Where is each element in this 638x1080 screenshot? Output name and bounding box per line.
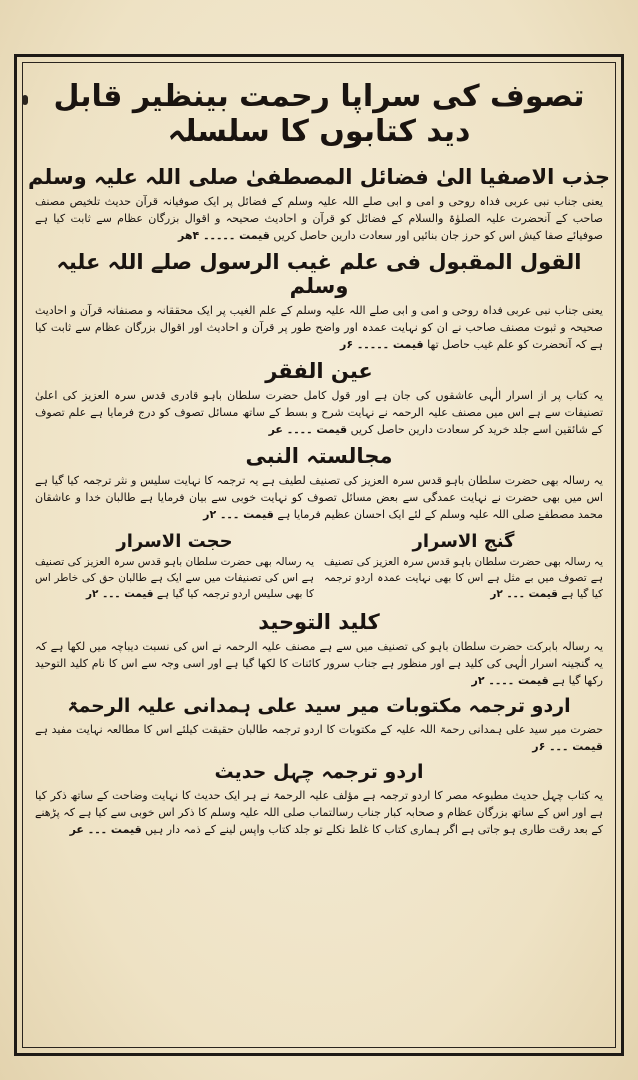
book-description-text: یہ رسالہ بھی حضرت سلطان باہو قدس سرہ العزیز کی تصنیف ہے تصوف میں بے مثل ہے اس کا بھی نہایت عمدہ اردو ترجمہ کیا گیا ہے (324, 556, 603, 600)
book-description (35, 638, 603, 689)
book-price: قیمت ۔۔۔۔ عر (268, 423, 348, 436)
main-title: تصوف کی سراپا رحمت بینظیر قابل دید کتابوں کا سلسلہ (53, 79, 585, 149)
book-description-text: یہ رسالہ بھی حضرت سلطان باہو قدس سرہ العزیز کی تصنیف ہے اس کی تصنیفات میں سے ایک ہے طالبان حق کی خاطر اس کا بھی سلیس اردو ترجمہ کیا گیا ہے (35, 556, 314, 600)
advertisement-content (27, 65, 611, 1045)
book-title: اردو ترجمہ مکتوبات میر سید علی ہمدانی علیہ الرحمۃ (67, 695, 571, 717)
book-entry (27, 761, 611, 838)
book-description (35, 721, 603, 755)
book-entry (35, 529, 314, 604)
book-title: مجالستہ النبی (245, 444, 393, 468)
book-entry (27, 695, 611, 755)
book-title: گنج الاسرار (412, 531, 515, 552)
book-description (35, 787, 603, 838)
book-entry (324, 529, 603, 604)
book-description-text: یعنی جناب نبی عربی فداہ روحی و امی و ابی صلے اللہ علیہ وسلم کے علم الغیب پر ایک محققانہ و مصنفانہ قرآن و احادیث صحیحہ و ثبوت مصنف صاحب نے ان کو نہایت عمدہ اور واضح طور پر قرآن و احادیث اور اقوال بزرگان عظام سے ثابت کیا ہے کہ آنحضرت کو علم غیب حاصل تھا (35, 304, 603, 351)
book-description-text: یہ رسالہ بھی حضرت سلطان باہو قدس سرہ العزیز کی تصنیف لطیف ہے یہ ترجمہ کا نہایت سلیس و نثر ترجمہ کیا گیا ہے اس میں بھی حضرت نے نہایت عمدگی سے بعض مسائل تصوف کو نہایت خوبی سے بیان فرمایا ہے طالبان خدا و عاشقان محمد مصطفےٰ صلی اللہ علیہ وسلم کے لئے ایک احسان عظیم فرمایا ہے (35, 474, 603, 521)
book-description (324, 554, 603, 602)
book-title: اردو ترجمہ چہل حدیث (214, 761, 424, 783)
book-entry (27, 359, 611, 438)
book-price: قیمت ۔۔۔ ۶ر (532, 740, 603, 753)
book-description-text: یہ کتاب پر از اسرار الٰہی عاشقوں کی جان ہے اور قول کامل حضرت سلطان باہو قادری قدس سرہ العزیز کی اعلیٰ تصنیفات سے ہے اس میں مصنف علیہ الرحمہ نے نہایت شرح و بسط کے ساتھ مسائل تصوف کو درج فرمایا ہے علم تصوف کے شائقین اسے جلد خرید کر سعادت دارین حاصل کریں (35, 389, 603, 436)
book-price: قیمت ۔۔۔ ۲ر (203, 508, 274, 521)
book-description-text: یہ کتاب چہل حدیث مطبوعہ مصر کا اردو ترجمہ ہے مؤلف علیہ الرحمۃ نے ہر ایک حدیث کا نہایت وضاحت کے ساتھ ذکر کیا ہے اور اس کے ساتھ بزرگان عظام و صحابہ کبار جناب رسالتماب صلی اللہ علیہ وسلم کا ذکر اس خوبی سے کیا ہے کہ پڑھنے کے بعد رقت طاری ہو جاتی ہے اگر ہماری کتاب کا غلط نکلے تو جلد کتاب واپس لینے کے ذمہ دار ہیں (35, 789, 603, 836)
book-price: قیمت ۔۔۔۔۔ ۶ر (339, 338, 424, 351)
book-price: قیمت ۔۔۔ ۲ر (490, 588, 558, 600)
book-entry (27, 610, 611, 689)
book-description (35, 302, 603, 353)
book-description (35, 387, 603, 438)
book-title: عین الفقر (265, 359, 373, 383)
book-entry (27, 165, 611, 244)
book-title: القول المقبول فی علم غیب الرسول صلے اللہ علیہ وسلم (56, 250, 582, 298)
book-title: جذب الاصفیا الیٰ فضائل المصطفیٰ صلی اللہ علیہ وسلم (27, 165, 611, 189)
book-description-text: یہ رسالہ بابرکت حضرت سلطان باہو کی تصنیف میں سے ہے مصنف علیہ الرحمہ نے اس کی نسبت دیباچہ میں لکھا ہے کہ یہ گنجینہ اسرار الٰہی کی کلید ہے اور منظور ہے جناب سرور کائنات کا لکھا گیا ہے اور اسی وجہ سے اس کا نام کلید التوحید رکھا گیا ہے (35, 640, 603, 687)
book-description-text: یعنی جناب نبی عربی فداہ روحی و امی و ابی صلے اللہ علیہ وسلم کے فضائل پر ایک صوفیانہ قرآن حدیث تلخیص مصنف صاحب کے آنحضرت علیہ الصلوٰۃ والسلام کے فضائل کو قرآن و احادیث صحیحہ و اقوال بزرگان عظام سے ثابت کیا ہے صوفیائے صفا کیش اس کو حرز جان بنائیں اور سعادت دارین حاصل کریں (35, 195, 603, 242)
book-price: قیمت ۔۔۔ عر (69, 823, 142, 836)
book-price: قیمت ۔۔۔ ۲ر (85, 588, 154, 600)
two-column-books (35, 529, 603, 604)
book-price: قیمت ۔۔۔۔۔ ۴ھر (178, 229, 270, 242)
book-description (35, 193, 603, 244)
book-description-text: حضرت میر سید علی ہمدانی رحمۃ اللہ علیہ کے مکتوبات کا اردو ترجمہ طالبان حقیقت کیلئے اس کا مطالعہ نہایت مفید ہے (35, 723, 603, 736)
book-price: قیمت ۔۔۔۔ ۲ر (471, 674, 549, 687)
book-title: حجت الاسرار (116, 531, 233, 552)
book-entry (27, 444, 611, 523)
book-entry (27, 250, 611, 353)
book-description (35, 554, 314, 602)
page-frame (14, 54, 624, 1056)
book-title: کلید التوحید (258, 610, 380, 634)
book-description (35, 472, 603, 523)
